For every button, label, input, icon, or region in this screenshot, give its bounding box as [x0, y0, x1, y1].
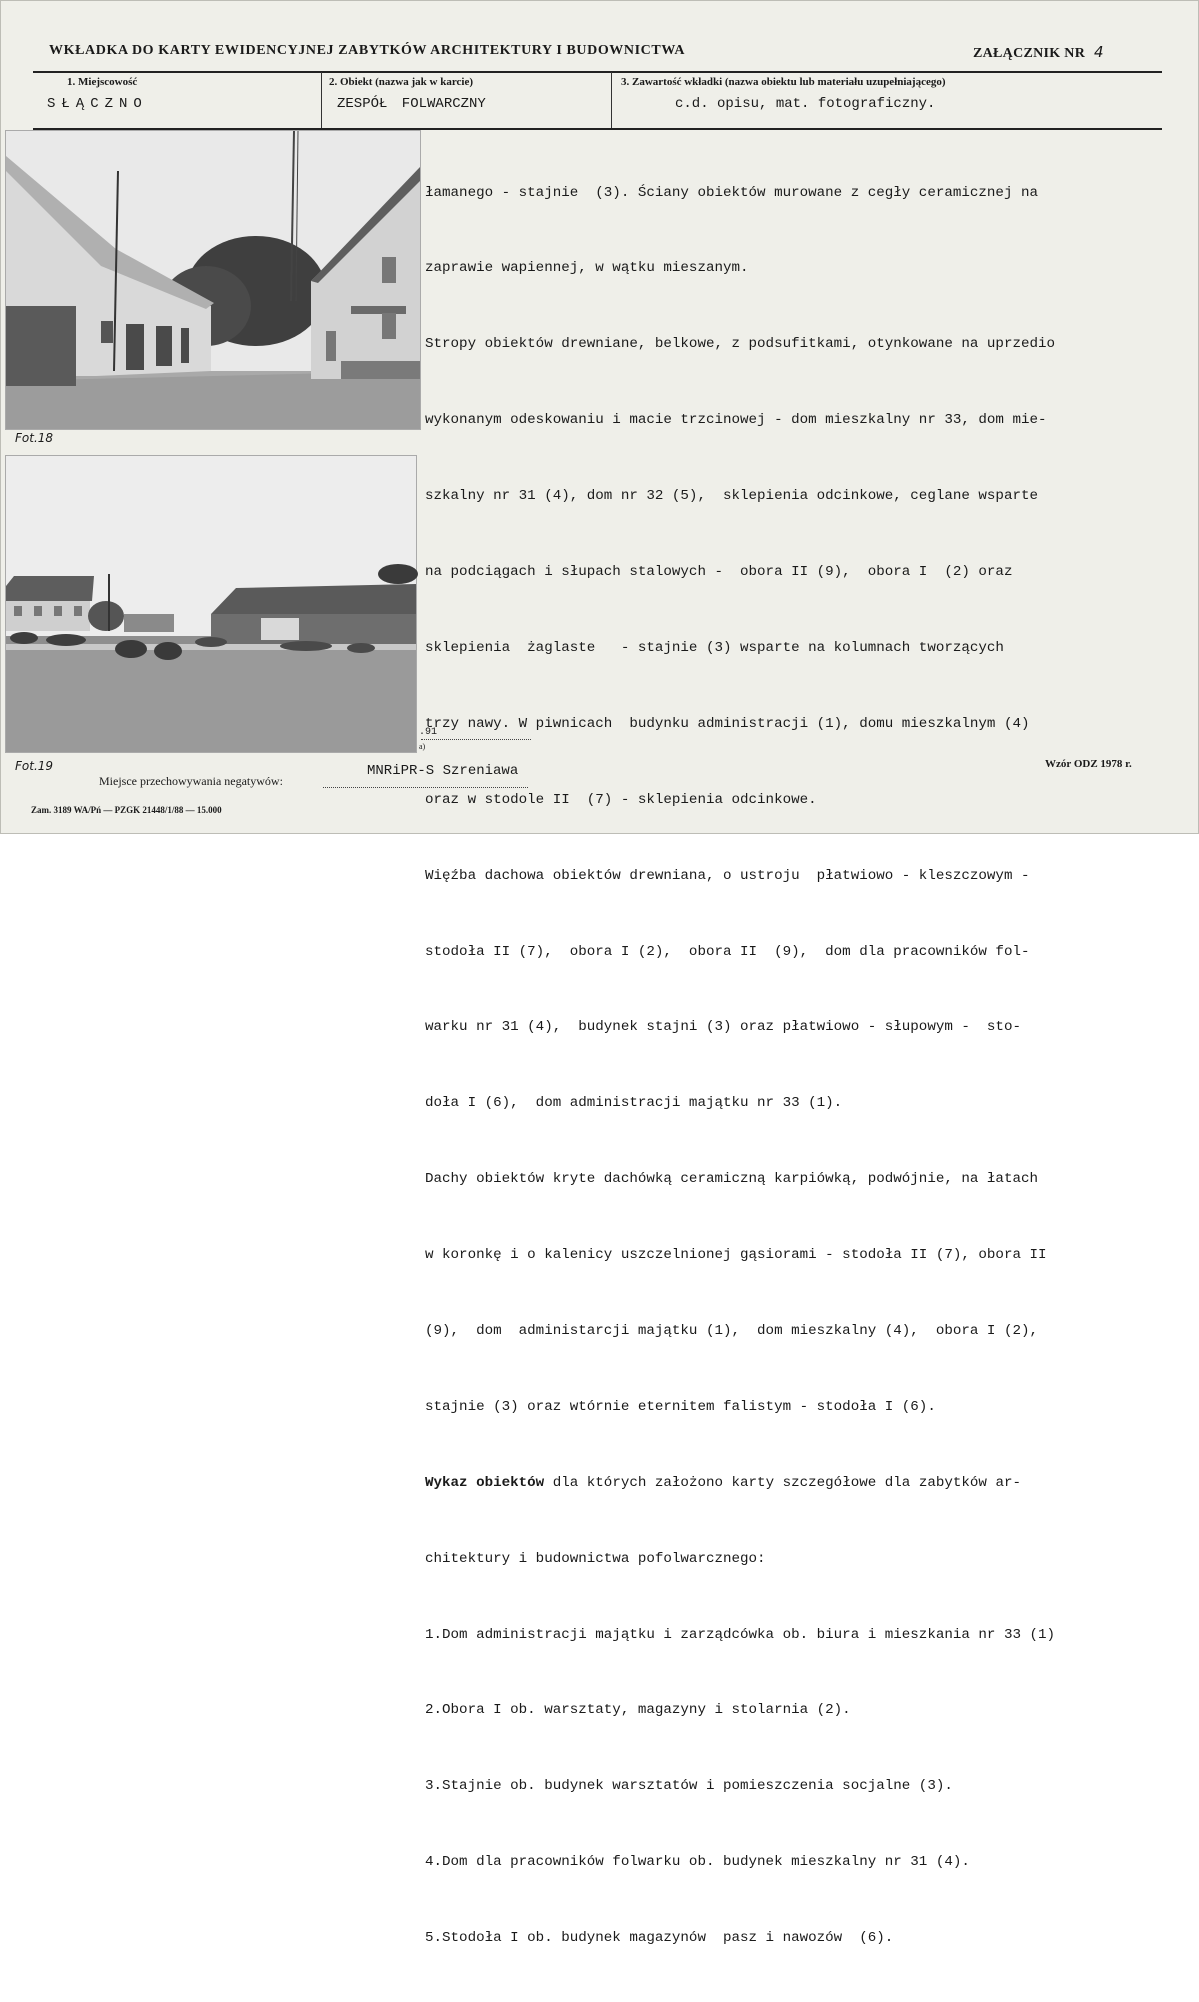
- margin-mark: .91: [419, 727, 438, 738]
- photo-farm-street: [5, 130, 421, 430]
- list-item: 1.Dom administracji majątku i zarządcówka ob. biura i mieszkania nr 33 (1): [425, 1626, 1056, 1643]
- text-line: wykonanym odeskowaniu i macie trzcinowej - dom mieszkalny nr 33, dom mie-: [425, 412, 1047, 429]
- list-heading-rest: dla których założono karty szczegółowe dla zabytków ar-: [544, 1474, 1021, 1491]
- attachment-label: ZAŁĄCZNIK NR: [973, 46, 1086, 61]
- content-label: 3. Zawartość wkładki (nazwa obiektu lub materiału uzupełniającego): [621, 76, 946, 88]
- text-line: warku nr 31 (4), budynek stajni (3) oraz płatwiowo - słupowym - sto-: [425, 1019, 1021, 1036]
- card-title: WKŁADKA DO KARTY EWIDENCYJNEJ ZABYTKÓW ARCHITEKTURY I BUDOWNICTWA: [49, 43, 686, 58]
- text-line: sklepienia żaglaste - stajnie (3) wsparte na kolumnach tworzących: [425, 639, 1004, 656]
- text-line: Stropy obiektów drewniane, belkowe, z podsufitkami, otynkowane na uprzedio: [425, 336, 1056, 353]
- header-rule-top: [33, 71, 1162, 73]
- text-line: na podciągach i słupach stalowych - obora II (9), obora I (2) oraz: [425, 564, 1013, 581]
- list-item: 2.Obora I ob. warsztaty, magazyny i stolarnia (2).: [425, 1702, 851, 1719]
- list-item: 3.Stajnie ob. budynek warsztatów i pomieszczenia socjalne (3).: [425, 1778, 953, 1795]
- content-value: c.d. opisu, mat. fotograficzny.: [675, 96, 936, 112]
- attachment-number: [973, 43, 1104, 62]
- locality-value: SŁĄCZNO: [47, 96, 148, 112]
- list-item: 5.Stodoła I ob. budynek magazynów pasz i nawozów (6).: [425, 1930, 894, 1947]
- field-divider: [321, 72, 322, 128]
- print-order: Zam. 3189 WA/Pń — PZGK 21448/1/88 — 15.000: [31, 805, 222, 815]
- text-line: stodoła II (7), obora I (2), obora II (9), dom dla pracowników fol-: [425, 943, 1030, 960]
- text-line: szkalny nr 31 (4), dom nr 32 (5), sklepienia odcinkowe, ceglane wsparte: [425, 488, 1038, 505]
- list-heading-line2: chitektury i budownictwa pofolwarcznego:: [425, 1550, 766, 1567]
- photo-farm-yard-image: [6, 456, 416, 752]
- text-line: zaprawie wapiennej, w wątku mieszanym.: [425, 260, 749, 277]
- dotted-line: [421, 739, 531, 740]
- negatives-dotted-line: [323, 787, 528, 788]
- list-item: 4.Dom dla pracowników folwarku ob. budynek mieszkalny nr 31 (4).: [425, 1854, 970, 1871]
- text-line: Dachy obiektów kryte dachówką ceramiczną karpiówką, podwójnie, na łatach: [425, 1171, 1038, 1188]
- photo-farm-street-image: [6, 131, 420, 429]
- text-line: oraz w stodole II (7) - sklepienia odcinkowe.: [425, 791, 817, 808]
- locality-label: 1. Miejscowość: [67, 76, 138, 88]
- photo-caption-bottom: Fot.19: [15, 759, 54, 773]
- text-line: doła I (6), dom administracji majątku nr 33 (1).: [425, 1095, 843, 1112]
- object-value: ZESPÓŁ FOLWARCZNY: [337, 96, 486, 112]
- margin-mark-a: a): [419, 742, 426, 751]
- photo-farm-yard: [5, 455, 417, 753]
- photo-caption-top: Fot.18: [15, 431, 54, 445]
- text-line: w koronkę i o kalenicy uszczelnionej gąsiorami - stodoła II (7), obora II: [425, 1247, 1047, 1264]
- list-heading-bold: Wykaz obiektów: [425, 1474, 545, 1491]
- description-text: [425, 130, 1175, 2002]
- negatives-label: Miejsce przechowywania negatywów:: [99, 774, 283, 788]
- field-divider: [611, 72, 612, 128]
- object-label: 2. Obiekt (nazwa jak w karcie): [329, 76, 474, 88]
- form-model: Wzór ODZ 1978 r.: [1045, 758, 1132, 770]
- text-line: trzy nawy. W piwnicach budynku administracji (1), domu mieszkalnym (4): [425, 715, 1030, 732]
- text-line: (9), dom administarcji majątku (1), dom mieszkalny (4), obora I (2),: [425, 1322, 1038, 1339]
- list-heading: [425, 1471, 1175, 1496]
- text-line: Więźba dachowa obiektów drewniana, o ustroju płatwiowo - kleszczowym -: [425, 867, 1030, 884]
- text-line: stajnie (3) oraz wtórnie eternitem falistym - stodoła I (6).: [425, 1398, 936, 1415]
- attachment-number-handwritten: 4: [1093, 43, 1104, 61]
- text-line: łamanego - stajnie (3). Ściany obiektów murowane z cegły ceramicznej na: [425, 184, 1038, 201]
- negatives-value: MNRiPR-S Szreniawa: [367, 763, 519, 779]
